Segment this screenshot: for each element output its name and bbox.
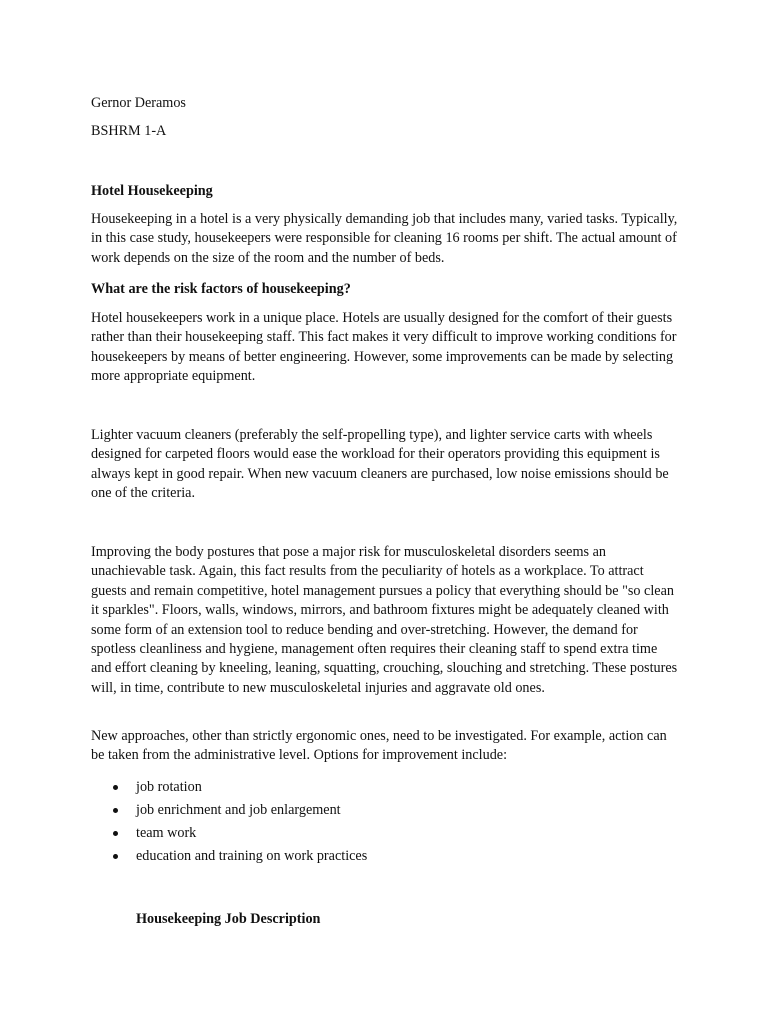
list-item (113, 801, 367, 824)
bullet-icon (113, 854, 118, 859)
document-title: Hotel Housekeeping (91, 183, 213, 199)
new-approaches-paragraph: New approaches, other than strictly ergonomic ones, need to be investigated. For example, action can be taken from the administrative level. Options for improvement include: (91, 728, 667, 764)
equipment-paragraph: Lighter vacuum cleaners (preferably the self-propelling type), and lighter service carts with wheels designed for carpeted floors would ease the workload for their operators providing this equipment is always kept in good repair. When new vacuum cleaners are purchased, low noise emissions should be one of the criteria. (91, 427, 669, 502)
list-item (113, 824, 367, 847)
risk-factors-heading: What are the risk factors of housekeeping? (91, 281, 351, 297)
improvement-options-list (113, 778, 367, 870)
list-item-label: education and training on work practices (136, 848, 368, 865)
body-postures-paragraph: Improving the body postures that pose a major risk for musculoskeletal disorders seems an unachievable task. Again, this fact results from the peculiarity of hotels as a workplace. To attract guests and remain competitive, hotel management pursues a policy that everything should be "so clean it sparkles". Floors, walls, windows, mirrors, and bathroom fixtures might be adequately cleaned with some form of an extension tool to reduce bending and over-stretching. However, the demand for spotless cleanliness and hygiene, management often requires their cleaning staff to spend extra time and effort cleaning by kneeling, leaning, squatting, crouching, slouching and stretching. These postures will, in time, contribute to new musculoskeletal injuries and aggravate old ones. (91, 544, 678, 696)
job-description-heading: Housekeeping Job Description (136, 911, 321, 927)
list-item-label: job rotation (136, 779, 202, 795)
list-item-label: team work (136, 825, 197, 842)
bullet-icon (113, 785, 118, 790)
author-name: Gernor Deramos (91, 95, 186, 111)
list-item (113, 847, 367, 870)
list-item (113, 778, 367, 801)
intro-paragraph: Housekeeping in a hotel is a very physically demanding job that includes many, varied tasks. Typically, in this case study, housekeepers were responsible for cleaning 16 rooms per shift. The actual amount of work depends on the size of the room and the number of beds. (91, 211, 678, 266)
bullet-icon (113, 808, 118, 813)
unique-place-paragraph: Hotel housekeepers work in a unique place. Hotels are usually designed for the comfort of their guests rather than their housekeeping staff. This fact makes it very difficult to improve working conditions for housekeepers by means of better engineering. However, some improvements can be made by selecting more appropriate equipment. (91, 310, 677, 385)
list-item-label: job enrichment and job enlargement (136, 802, 341, 819)
bullet-icon (113, 831, 118, 836)
class-section: BSHRM 1-A (91, 123, 167, 139)
